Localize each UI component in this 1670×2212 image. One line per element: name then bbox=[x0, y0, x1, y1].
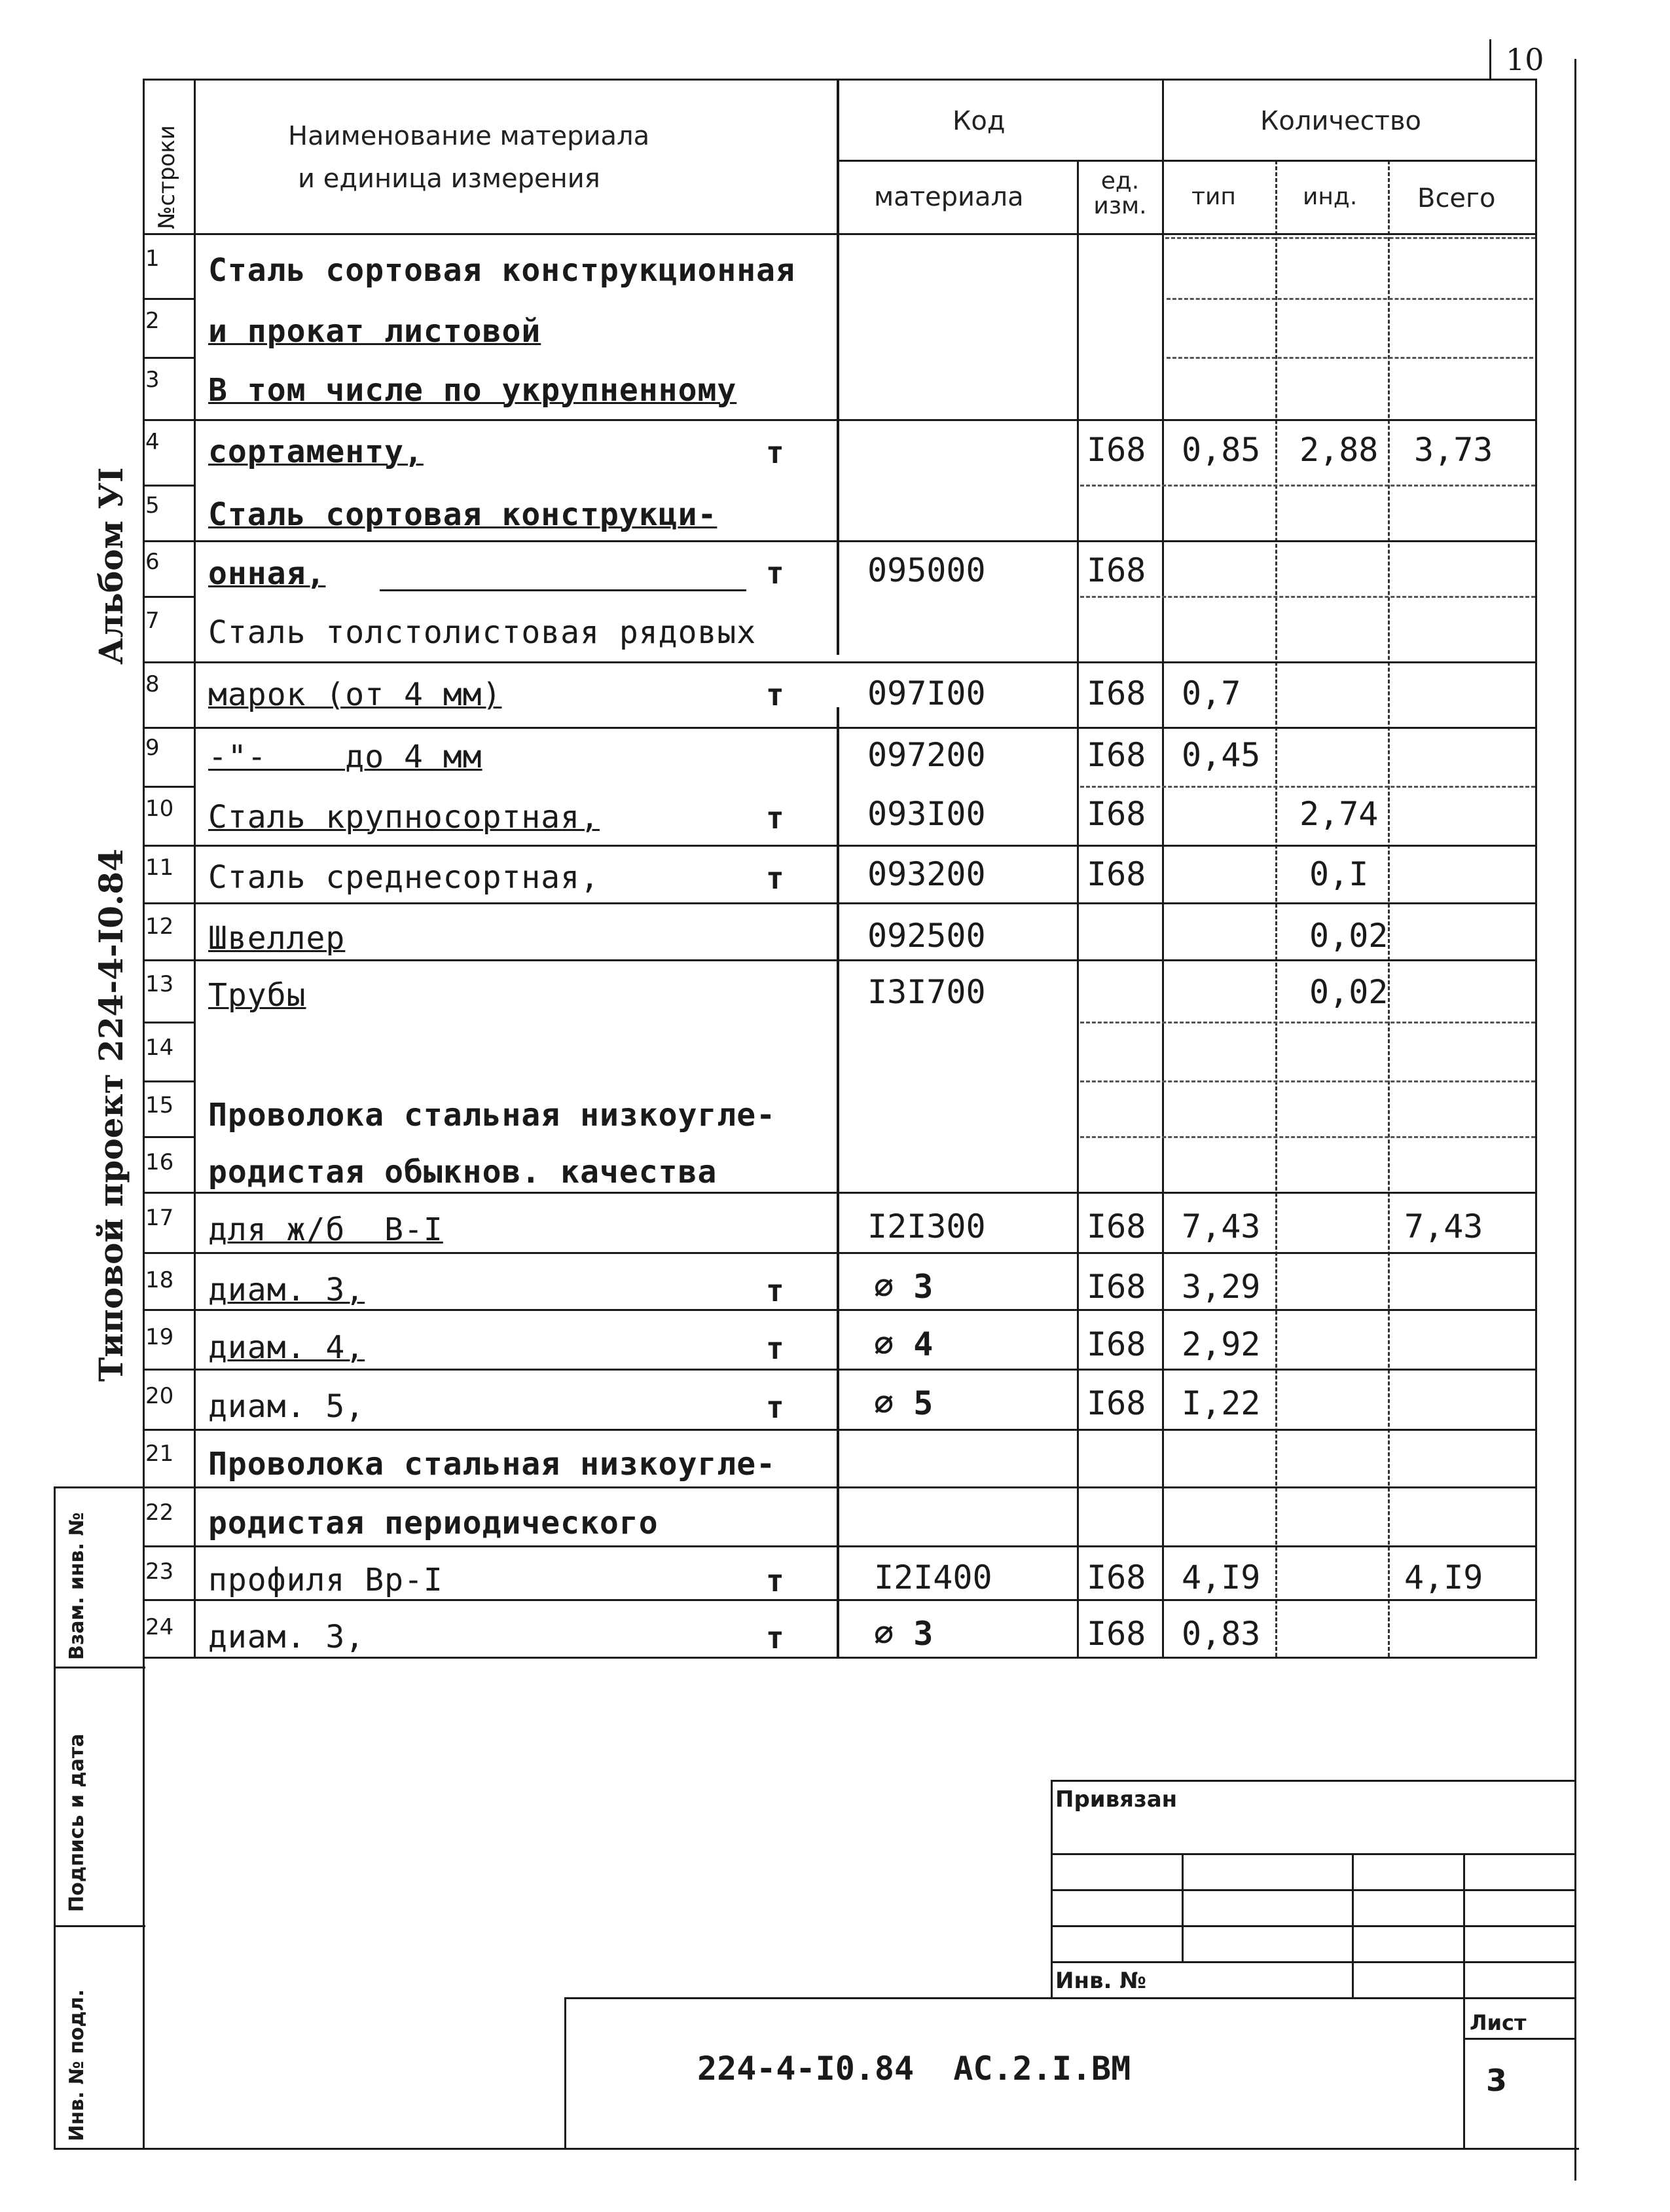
material-code: ∅ 3 bbox=[874, 1268, 934, 1306]
material-name: Трубы bbox=[208, 977, 306, 1014]
material-code: 093200 bbox=[867, 855, 986, 893]
unit: т bbox=[766, 1331, 784, 1366]
row-number: 18 bbox=[145, 1267, 174, 1293]
qty-total: 4,I9 bbox=[1404, 1558, 1483, 1596]
material-name: Сталь среднесортная, bbox=[208, 859, 600, 896]
row-number: 10 bbox=[145, 796, 174, 822]
row-number: 9 bbox=[145, 735, 160, 761]
material-name: для ж/б В-I bbox=[208, 1211, 443, 1248]
unit-code: I68 bbox=[1087, 1325, 1146, 1363]
unit-code: I68 bbox=[1087, 674, 1146, 712]
project-label: Типовой проект 224-4-I0.84 bbox=[92, 849, 130, 1382]
material-name: Сталь сортовая конструкци- bbox=[208, 496, 717, 533]
qty-type: 7,43 bbox=[1182, 1207, 1261, 1245]
stamp-signature-date: Подпись и дата bbox=[65, 1733, 88, 1912]
row-number: 3 bbox=[145, 367, 160, 393]
qty-type: 0,85 bbox=[1182, 431, 1261, 469]
name-header-line2: и единица измерения bbox=[298, 164, 600, 194]
material-name: родистая периодического bbox=[208, 1505, 659, 1541]
material-code: I2I400 bbox=[874, 1558, 992, 1596]
qty-type: I,22 bbox=[1182, 1384, 1261, 1422]
material-code: ∅ 4 bbox=[874, 1325, 934, 1363]
qty-total: 7,43 bbox=[1404, 1207, 1483, 1245]
album-label: Альбом УI bbox=[92, 467, 130, 665]
unit-code: I68 bbox=[1087, 1615, 1146, 1653]
row-number: 8 bbox=[145, 671, 160, 697]
material-code: I2I300 bbox=[867, 1207, 986, 1245]
unit: т bbox=[766, 860, 784, 896]
unit-code: I68 bbox=[1087, 736, 1146, 774]
row-number: 19 bbox=[145, 1324, 174, 1350]
material-name: марок (от 4 мм) bbox=[208, 676, 502, 713]
stamp-replace-inv: Взам. инв. № bbox=[65, 1512, 88, 1660]
row-number: 13 bbox=[145, 971, 174, 997]
page-mark: 10 bbox=[1506, 42, 1544, 77]
material-name: профиля Вр-I bbox=[208, 1562, 443, 1598]
unit-code: I68 bbox=[1087, 795, 1146, 833]
material-name: Проволока стальная низкоугле- bbox=[208, 1097, 776, 1134]
material-code: 097I00 bbox=[867, 674, 986, 712]
code-material-header: материала bbox=[874, 182, 1024, 212]
material-name: Швеллер bbox=[208, 920, 346, 957]
total-header: Всего bbox=[1417, 183, 1496, 213]
unit: т bbox=[766, 1563, 784, 1598]
qty-type: 0,83 bbox=[1182, 1615, 1261, 1653]
material-name: диам. 3, bbox=[208, 1619, 365, 1655]
material-name: диам. 3, bbox=[208, 1272, 365, 1308]
ind-header: инд. bbox=[1303, 183, 1358, 210]
row-number: 17 bbox=[145, 1205, 174, 1231]
unit: т bbox=[766, 1390, 784, 1425]
qty-type: 3,29 bbox=[1182, 1268, 1261, 1306]
type-header: тип bbox=[1191, 183, 1236, 210]
qty-ind: 0,02 bbox=[1309, 973, 1389, 1011]
code-unit-header: ед. изм. bbox=[1093, 168, 1147, 219]
row-number: 22 bbox=[145, 1500, 174, 1526]
material-name: Проволока стальная низкоугле- bbox=[208, 1446, 776, 1483]
unit: т bbox=[766, 1273, 784, 1308]
row-number: 23 bbox=[145, 1558, 174, 1585]
qty-type: 2,92 bbox=[1182, 1325, 1261, 1363]
material-code: 092500 bbox=[867, 917, 986, 955]
qty-ind: 2,74 bbox=[1299, 795, 1379, 833]
inv-label: Инв. № bbox=[1055, 1968, 1147, 1994]
sheet-number: 3 bbox=[1486, 2063, 1508, 2098]
unit-code: I68 bbox=[1087, 855, 1146, 893]
unit-code: I68 bbox=[1087, 1384, 1146, 1422]
row-number: 7 bbox=[145, 608, 160, 634]
row-number: 16 bbox=[145, 1149, 174, 1175]
stamp-orig-inv: Инв. № подл. bbox=[65, 1989, 88, 2141]
row-number: 20 bbox=[145, 1383, 174, 1409]
row-number: 12 bbox=[145, 913, 174, 940]
material-name: сортаменту, bbox=[208, 433, 424, 470]
unit: т bbox=[766, 1620, 784, 1655]
material-name: диам. 5, bbox=[208, 1388, 365, 1425]
row-number: 1 bbox=[145, 246, 160, 272]
material-name: Сталь крупносортная, bbox=[208, 799, 600, 836]
row-number: 5 bbox=[145, 492, 160, 519]
unit-code: I68 bbox=[1087, 431, 1146, 469]
quantity-header: Количество bbox=[1260, 106, 1422, 136]
qty-ind: 2,88 bbox=[1299, 431, 1379, 469]
material-code: ∅ 5 bbox=[874, 1384, 934, 1422]
unit-code: I68 bbox=[1087, 1207, 1146, 1245]
material-name: В том числе по укрупненному bbox=[208, 372, 737, 409]
qty-ind: 0,I bbox=[1309, 855, 1369, 893]
document-code: 224-4-I0.84 АС.2.I.ВМ bbox=[697, 2050, 1131, 2088]
row-number: 2 bbox=[145, 308, 160, 334]
qty-type: 0,7 bbox=[1182, 674, 1241, 712]
row-number: 11 bbox=[145, 855, 174, 881]
qty-total: 3,73 bbox=[1414, 431, 1493, 469]
qty-ind: 0,02 bbox=[1309, 917, 1389, 955]
unit: т bbox=[766, 677, 784, 712]
material-code: ∅ 3 bbox=[874, 1615, 934, 1653]
unit-code: I68 bbox=[1087, 1558, 1146, 1596]
material-name: -"- до 4 мм bbox=[208, 739, 482, 775]
qty-type: 0,45 bbox=[1182, 736, 1261, 774]
code-header: Код bbox=[953, 106, 1006, 136]
material-name: Сталь сортовая конструкционная bbox=[208, 252, 795, 289]
name-header-line1: Наименование материала bbox=[288, 121, 650, 151]
row-number: 15 bbox=[145, 1092, 174, 1118]
material-name: онная, bbox=[208, 555, 326, 592]
row-number: 21 bbox=[145, 1441, 174, 1467]
material-code: 097200 bbox=[867, 736, 986, 774]
material-name: Сталь толстолистовая рядовых bbox=[208, 614, 757, 651]
bound-label: Привязан bbox=[1055, 1786, 1178, 1813]
unit: т bbox=[766, 435, 784, 470]
row-number: 4 bbox=[145, 429, 160, 455]
material-code: 093I00 bbox=[867, 795, 986, 833]
material-code: 095000 bbox=[867, 551, 986, 589]
material-code: I3I700 bbox=[867, 973, 986, 1011]
unit: т bbox=[766, 800, 784, 836]
row-number: 6 bbox=[145, 549, 160, 575]
material-name: родистая обыкнов. качества bbox=[208, 1154, 717, 1190]
material-name: диам. 4, bbox=[208, 1329, 365, 1366]
row-number: 24 bbox=[145, 1614, 174, 1640]
unit: т bbox=[766, 555, 784, 591]
row-number: 14 bbox=[145, 1035, 174, 1061]
sheet-label: Лист bbox=[1470, 2010, 1527, 2035]
material-name: и прокат листовой bbox=[208, 313, 541, 350]
row-number-header: №строки bbox=[154, 125, 180, 229]
unit-code: I68 bbox=[1087, 1268, 1146, 1306]
qty-type: 4,I9 bbox=[1182, 1558, 1261, 1596]
unit-code: I68 bbox=[1087, 551, 1146, 589]
